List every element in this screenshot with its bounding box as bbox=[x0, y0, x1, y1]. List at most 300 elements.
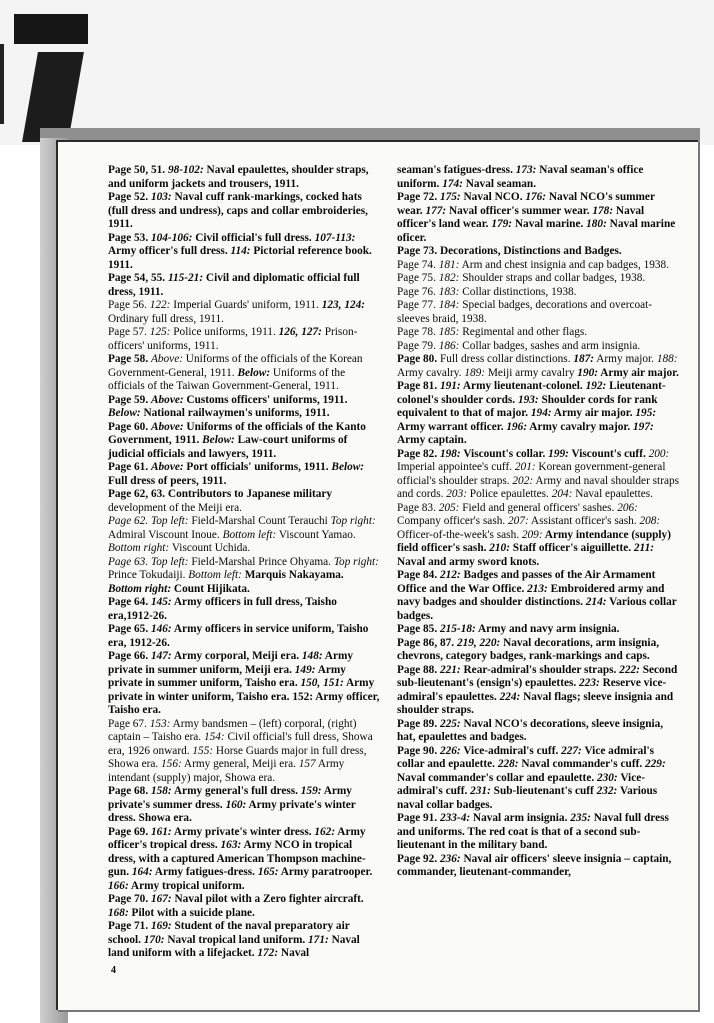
caption-segment: Page 82. bbox=[397, 447, 440, 460]
caption-segment: Prince Tokudaiji. bbox=[108, 569, 189, 581]
caption-segment: Port officials' uniforms, 1911. bbox=[183, 461, 332, 473]
caption-segment: Naval NCO's summer wear. bbox=[397, 191, 655, 217]
caption-segment: Imperial Guards' uniform, 1911. bbox=[170, 299, 322, 311]
caption-entry bbox=[108, 299, 380, 326]
caption-segment: Page 58. bbox=[108, 353, 151, 365]
caption-segment: 169: bbox=[150, 920, 172, 932]
caption-segment: 226: bbox=[439, 744, 461, 757]
caption-segment: 206: bbox=[617, 501, 638, 514]
caption-segment: Rear-admiral's shoulder straps. bbox=[460, 663, 620, 676]
caption-segment: Naval and army sword knots. bbox=[397, 555, 540, 568]
caption-segment: 212: bbox=[439, 569, 461, 581]
caption-segment: 165: bbox=[257, 866, 279, 878]
caption-entry bbox=[397, 299, 682, 326]
caption-segment: Admiral Viscount Inoue. bbox=[108, 528, 223, 541]
caption-segment: 225: bbox=[439, 717, 461, 730]
caption-segment: 182: bbox=[438, 272, 460, 284]
caption-segment: Bottom right: bbox=[108, 582, 172, 595]
caption-segment: 154: bbox=[203, 731, 225, 743]
caption-entry bbox=[397, 340, 682, 354]
caption-segment: Page 69. bbox=[108, 825, 151, 838]
caption-segment: 210: bbox=[489, 542, 510, 554]
caption-entry bbox=[108, 515, 380, 556]
caption-segment: Imperial appointee's cuff. bbox=[397, 461, 515, 473]
caption-segment: Civil official's full dress, Showa era, 1926 onward. bbox=[108, 731, 373, 757]
caption-segment: Shoulder cords for rank equivalent to that of major. bbox=[397, 393, 658, 419]
caption-segment: Army intendant (supply) major, Showa era. bbox=[108, 758, 345, 784]
caption-segment: 160: bbox=[225, 798, 247, 811]
caption-segment: Second sub-lieutenant's (ensign's) epaulettes. bbox=[397, 663, 678, 689]
caption-segment: 176: bbox=[525, 191, 547, 203]
caption-segment: Top right: bbox=[333, 555, 379, 568]
caption-segment: 193: bbox=[517, 393, 539, 406]
caption-segment: 115-21: bbox=[167, 272, 204, 284]
caption-segment: Below: bbox=[237, 366, 271, 379]
caption-segment: 122: bbox=[149, 299, 171, 311]
caption-segment: Army bandsmen – (left) corporal, (right) captain – Taisho era. bbox=[108, 717, 357, 743]
page-number: 4 bbox=[111, 965, 116, 976]
caption-segment: 197: bbox=[633, 420, 654, 433]
caption-segment: Uniforms of the officials of the Korean Government-General, 1911. bbox=[108, 353, 363, 379]
caption-segment: Viscount's cuff. bbox=[568, 447, 649, 460]
caption-segment: 183: bbox=[438, 285, 460, 298]
caption-entry bbox=[397, 286, 682, 300]
caption-entry bbox=[397, 623, 682, 637]
caption-segment: Count Hijikata. bbox=[171, 582, 250, 595]
caption-segment: 179: bbox=[491, 218, 513, 230]
caption-segment: Page 76. bbox=[397, 285, 439, 298]
caption-segment: Full dress collar distinctions. bbox=[439, 353, 574, 365]
caption-segment: 214: bbox=[585, 596, 607, 608]
caption-segment: 223: bbox=[579, 677, 600, 689]
caption-entry bbox=[108, 488, 380, 515]
caption-segment: 174: bbox=[442, 177, 463, 190]
caption-segment: 155: bbox=[192, 744, 214, 757]
caption-segment: Page 74. bbox=[397, 258, 439, 271]
caption-segment: Prison-officers' uniforms, 1911. bbox=[108, 326, 358, 352]
caption-segment: 211: bbox=[633, 542, 654, 554]
caption-segment: Army NCO in tropical dress, with a captured American Thompson machine-gun. bbox=[108, 839, 366, 878]
caption-segment: 173: bbox=[515, 164, 537, 176]
caption-segment: Page 62, 63. Contributors to Japanese military bbox=[108, 488, 333, 500]
caption-segment: Korean government-general official's shoulder straps. bbox=[397, 461, 666, 487]
caption-segment: Various naval collar badges. bbox=[397, 785, 658, 811]
caption-segment: Page 66. bbox=[108, 650, 151, 662]
caption-segment: Army private in summer uniform, Meiji era. bbox=[108, 650, 354, 676]
caption-segment: Army cavalry. bbox=[397, 366, 465, 379]
caption-segment: Army general, Meiji era. bbox=[181, 758, 299, 770]
caption-segment: Vice-admiral's cuff. bbox=[397, 771, 645, 797]
caption-segment: 186: bbox=[438, 339, 460, 352]
caption-segment: Shoulder straps and collar badges, 1938. bbox=[459, 272, 646, 284]
caption-segment: Naval seaman. bbox=[462, 177, 537, 190]
caption-segment: 236: bbox=[439, 852, 461, 865]
caption-entry bbox=[397, 853, 682, 880]
caption-segment: 187: bbox=[573, 353, 595, 365]
caption-segment: Page 57. bbox=[108, 326, 150, 338]
caption-segment: Page 68. bbox=[108, 785, 151, 797]
caption-segment: seaman's fatigues-dress. bbox=[397, 164, 516, 176]
caption-segment: Page 77. bbox=[397, 299, 439, 311]
caption-segment: Naval marine oficer. bbox=[397, 218, 676, 244]
caption-segment: Page 86, 87. bbox=[397, 636, 457, 649]
caption-segment: Naval officer's summer wear. bbox=[446, 204, 593, 217]
caption-entry bbox=[397, 812, 682, 853]
caption-segment: Page 84. bbox=[397, 569, 440, 581]
caption-segment: Bottom right: bbox=[108, 542, 170, 554]
caption-segment: Viscount Yamao. bbox=[276, 528, 356, 541]
caption-segment: Below: bbox=[202, 434, 235, 446]
caption-segment: 200: bbox=[648, 447, 670, 460]
caption-entry bbox=[108, 920, 380, 961]
caption-segment: Naval pilot with a Zero fighter aircraft. bbox=[171, 893, 364, 905]
caption-segment: Regimental and other flags. bbox=[459, 326, 588, 338]
caption-segment: Page 63. Top left: bbox=[108, 555, 189, 568]
caption-segment: Naval tropical land uniform. bbox=[164, 933, 309, 946]
caption-entry bbox=[108, 893, 380, 920]
caption-segment: development of the Meiji era. bbox=[108, 501, 242, 514]
caption-segment: Page 60. bbox=[108, 420, 151, 433]
caption-segment: Bottom left: bbox=[222, 528, 277, 541]
caption-segment: Naval seaman's office uniform. bbox=[397, 164, 644, 190]
left-column bbox=[108, 164, 380, 961]
caption-segment: Army private in winter uniform, Taisho era. 152: Army officer, Taisho era. bbox=[108, 677, 380, 716]
caption-segment: 208: bbox=[639, 515, 661, 527]
caption-segment: Naval epaulettes. bbox=[572, 488, 654, 500]
caption-segment: Top right: bbox=[330, 515, 376, 527]
caption-entry bbox=[108, 623, 380, 650]
caption-segment: Army private's winter dress. bbox=[171, 825, 315, 838]
caption-segment: Army air major. bbox=[551, 407, 636, 419]
caption-segment: Special badges, decorations and overcoat-sleeves braid, 1938. bbox=[397, 299, 653, 325]
caption-entry bbox=[397, 191, 682, 245]
caption-segment: Army warrant officer. bbox=[397, 420, 507, 433]
caption-segment: Army private in summer uniform, Taisho era. bbox=[108, 663, 346, 689]
caption-segment: 161: bbox=[150, 825, 172, 838]
caption-segment: Page 83. bbox=[397, 501, 439, 514]
caption-segment: 159: bbox=[300, 785, 322, 797]
caption-segment: Viscount Uchida. bbox=[169, 542, 251, 554]
caption-segment: 167: bbox=[150, 893, 172, 905]
caption-segment: Bottom left: bbox=[188, 569, 242, 581]
caption-segment: 184: bbox=[438, 299, 460, 311]
caption-segment: Page 89. bbox=[397, 717, 440, 730]
scan-edge-mark bbox=[0, 44, 4, 124]
caption-entry bbox=[108, 326, 380, 353]
caption-segment: 235: bbox=[570, 812, 591, 824]
caption-segment: 149: bbox=[294, 663, 316, 676]
caption-segment: Naval officer's land wear. bbox=[397, 204, 645, 230]
caption-segment: 178: bbox=[592, 204, 614, 217]
caption-entry bbox=[108, 191, 380, 232]
caption-segment: 125: bbox=[149, 326, 171, 338]
caption-segment: Below: bbox=[108, 407, 141, 419]
caption-segment: Page 91. bbox=[397, 812, 440, 824]
caption-segment: 104-106: bbox=[150, 231, 193, 244]
caption-entry bbox=[108, 272, 380, 299]
caption-segment: 199: bbox=[548, 447, 569, 460]
caption-segment: 231: bbox=[470, 785, 491, 797]
caption-segment: 204: bbox=[551, 488, 573, 500]
caption-segment: Army officers in full dress, Taisho era,1912-26. bbox=[108, 596, 337, 622]
caption-segment: Below: bbox=[331, 461, 365, 473]
caption-segment: Page 52. bbox=[108, 191, 151, 203]
caption-segment: Arm and chest insignia and cap badges, 1938. bbox=[459, 258, 670, 271]
caption-segment: Naval marine. bbox=[512, 218, 587, 230]
caption-entry bbox=[108, 650, 380, 718]
caption-segment: Page 65. bbox=[108, 623, 151, 635]
caption-segment: Page 72. bbox=[397, 191, 440, 203]
caption-entry bbox=[108, 353, 380, 394]
caption-segment: Page 78. bbox=[397, 326, 439, 338]
caption-entry bbox=[108, 461, 380, 488]
caption-segment: 188: bbox=[656, 353, 678, 365]
caption-segment: Page 67. bbox=[108, 717, 150, 730]
caption-segment: 162: bbox=[314, 825, 336, 838]
caption-entry bbox=[397, 448, 682, 502]
caption-segment: Badges and passes of the Air Armament Office and the War Office. bbox=[397, 569, 656, 595]
caption-segment: 209: bbox=[521, 528, 543, 541]
caption-segment: 222: bbox=[619, 663, 640, 676]
caption-segment: Embroidered army and navy badges and shoulder distinctions. bbox=[397, 582, 665, 608]
caption-segment: 221: bbox=[439, 663, 461, 676]
caption-segment: 194: bbox=[530, 407, 552, 419]
caption-segment: Page 92. bbox=[397, 852, 440, 865]
caption-segment: Collar badges, sashes and arm insignia. bbox=[459, 339, 641, 352]
caption-segment: Reserve vice-admiral's epaulettes. bbox=[397, 677, 667, 703]
caption-segment: Army paratrooper. bbox=[278, 866, 373, 878]
caption-segment: 191: bbox=[439, 380, 461, 392]
caption-segment: Pilot with a suicide plane. bbox=[128, 906, 255, 919]
caption-segment: 171: bbox=[308, 933, 329, 946]
caption-segment: Student of the naval preparatory air school. bbox=[108, 920, 350, 946]
caption-segment: Uniforms of the officials of the Taiwan Government-General, 1911. bbox=[108, 366, 346, 392]
caption-segment: Collar distinctions, 1938. bbox=[459, 285, 577, 298]
caption-segment: Page 81. bbox=[397, 380, 440, 392]
caption-segment: Horse Guards major in full dress, Showa era. bbox=[108, 744, 367, 770]
caption-segment: Naval decorations, arm insignia, chevrons, category badges, rank-markings and caps. bbox=[397, 636, 660, 662]
caption-segment: Police epaulettes. bbox=[466, 488, 552, 500]
caption-segment: Sub-lieutenant's cuff bbox=[490, 785, 597, 797]
caption-segment: Uniforms of the officials of the Kanto Government, 1911. bbox=[108, 420, 366, 446]
caption-segment: Police uniforms, 1911. bbox=[170, 326, 279, 338]
caption-segment: 163: bbox=[220, 839, 242, 851]
caption-segment: Law-court uniforms of judicial officials and lawyers, 1911. bbox=[108, 434, 348, 460]
caption-segment: Naval cuff rank-markings, cocked hats (full dress and undress), caps and collar embroideries, 1911. bbox=[108, 191, 368, 230]
caption-segment: 156: bbox=[161, 758, 182, 770]
caption-segment: Page 53. bbox=[108, 231, 151, 244]
caption-segment: 166: bbox=[108, 879, 129, 892]
caption-segment: Page 62. Top left: bbox=[108, 515, 189, 527]
caption-entry bbox=[397, 502, 682, 570]
caption-segment: 175: bbox=[439, 191, 461, 203]
caption-segment: Page 54, 55. bbox=[108, 272, 168, 284]
caption-entry bbox=[397, 353, 682, 380]
caption-segment: 123, 124: bbox=[321, 299, 366, 311]
caption-segment: Naval commander's cuff. bbox=[518, 758, 645, 770]
caption-segment: Naval NCO. bbox=[460, 191, 526, 203]
caption-segment: 196: bbox=[506, 420, 528, 433]
caption-segment: Army officers in service uniform, Taisho era, 1912-26. bbox=[108, 623, 369, 649]
caption-segment: Army tropical uniform. bbox=[128, 879, 245, 892]
caption-segment: Naval NCO's decorations, sleeve insignia, hat, epaulettes and badges. bbox=[397, 717, 664, 743]
caption-segment: Various collar badges. bbox=[397, 596, 677, 622]
caption-entry bbox=[108, 421, 380, 462]
caption-segment: Pictorial reference book. 1911. bbox=[108, 245, 372, 271]
caption-entry bbox=[397, 637, 682, 664]
caption-segment: Army officer's tropical dress. bbox=[108, 825, 366, 851]
caption-segment: Naval bbox=[278, 947, 310, 959]
caption-segment: Page 59. bbox=[108, 393, 151, 406]
caption-segment: Civil and diplomatic official full dress, 1911. bbox=[108, 272, 360, 298]
caption-segment: 150, 151: bbox=[300, 677, 344, 689]
caption-entry bbox=[108, 164, 380, 191]
caption-segment: Page 80. bbox=[397, 353, 440, 365]
caption-segment: 213: bbox=[527, 582, 548, 595]
caption-entry bbox=[397, 380, 682, 448]
caption-segment: Field-Marshal Count Terauchi bbox=[188, 515, 331, 527]
caption-segment: 232: bbox=[596, 785, 618, 797]
caption-segment: Page 61. bbox=[108, 461, 151, 473]
caption-segment: Meiji army cavalry bbox=[485, 366, 578, 379]
caption-segment: Page 90. bbox=[397, 744, 440, 757]
caption-segment: 147: bbox=[150, 650, 172, 662]
caption-segment: Army intendance (supply) field officer's sash. bbox=[397, 528, 671, 554]
caption-segment: Page 56. bbox=[108, 299, 150, 311]
caption-segment: Army captain. bbox=[397, 434, 467, 446]
caption-segment: Page 88. bbox=[397, 663, 440, 676]
caption-segment: 157 bbox=[298, 758, 316, 770]
caption-segment: Army general's full dress. bbox=[171, 785, 301, 797]
caption-entry bbox=[397, 664, 682, 718]
caption-segment: 205: bbox=[438, 501, 460, 514]
caption-entry bbox=[397, 164, 682, 191]
caption-entry bbox=[397, 245, 682, 259]
caption-segment: 185: bbox=[438, 326, 460, 338]
caption-segment: 168: bbox=[108, 906, 129, 919]
caption-segment: Ordinary full dress, 1911. bbox=[108, 312, 224, 325]
book-page bbox=[56, 140, 698, 1010]
caption-segment: Page 70. bbox=[108, 893, 151, 905]
caption-segment: 189: bbox=[464, 366, 486, 379]
caption-segment: Above: bbox=[150, 420, 184, 433]
caption-segment: Naval flags; sleeve insignia and shoulder straps. bbox=[397, 690, 674, 716]
caption-segment: Above: bbox=[150, 353, 183, 365]
caption-segment: Page 64. bbox=[108, 596, 151, 608]
caption-segment: 145: bbox=[150, 596, 172, 608]
caption-segment: Customs officers' uniforms, 1911. bbox=[183, 393, 348, 406]
right-column bbox=[397, 164, 682, 880]
caption-segment: 229: bbox=[645, 758, 666, 770]
caption-segment: 215-18: bbox=[439, 623, 476, 635]
caption-entry bbox=[108, 232, 380, 273]
caption-segment: 170: bbox=[143, 933, 165, 946]
caption-entry bbox=[397, 259, 682, 273]
caption-segment: Naval epaulettes, shoulder straps, and uniform jackets and trousers, 1911. bbox=[108, 164, 369, 190]
caption-segment: Viscount's collar. bbox=[460, 447, 549, 460]
caption-segment: Army air major. bbox=[598, 366, 679, 379]
caption-segment: 192: bbox=[585, 380, 607, 392]
caption-segment: Above: bbox=[150, 393, 184, 406]
redaction-bar bbox=[14, 14, 88, 44]
caption-segment: Army corporal, Meiji era. bbox=[171, 650, 302, 662]
caption-segment: 233-4: bbox=[439, 812, 471, 824]
caption-segment: Above: bbox=[150, 461, 184, 473]
caption-segment: 190: bbox=[577, 366, 599, 379]
caption-entry bbox=[108, 718, 380, 786]
caption-segment: Army lieutenant-colonel. bbox=[460, 380, 586, 392]
caption-segment: 153: bbox=[149, 717, 171, 730]
caption-segment: 180: bbox=[586, 218, 607, 230]
caption-segment: Page 50, 51. bbox=[108, 164, 168, 176]
caption-segment: 207: bbox=[508, 515, 529, 527]
caption-segment: Naval land uniform with a lifejacket. bbox=[108, 933, 360, 959]
caption-segment: Army and navy arm insignia. bbox=[475, 623, 620, 635]
caption-segment: Officer-of-the-week's sash. bbox=[397, 528, 522, 541]
caption-segment: 201: bbox=[514, 461, 536, 473]
caption-segment: Army private's winter dress. Showa era. bbox=[108, 798, 356, 824]
caption-segment: 158: bbox=[150, 785, 172, 797]
caption-segment: 203: bbox=[446, 488, 467, 500]
caption-segment: 146: bbox=[150, 623, 172, 635]
caption-segment: Company officer's sash. bbox=[397, 515, 509, 527]
caption-segment: 230: bbox=[596, 771, 618, 784]
caption-segment: Assistant officer's sash. bbox=[528, 515, 640, 527]
caption-segment: Page 85. bbox=[397, 623, 440, 635]
caption-entry bbox=[108, 785, 380, 826]
caption-entry bbox=[108, 596, 380, 623]
caption-segment: Civil official's full dress. bbox=[192, 231, 315, 244]
caption-entry bbox=[108, 394, 380, 421]
caption-segment: Page 79. bbox=[397, 339, 439, 352]
caption-segment: Page 75. bbox=[397, 272, 439, 284]
caption-segment: Lieutenant-colonel's shoulder cords. bbox=[397, 380, 666, 406]
caption-segment: National railwaymen's uniforms, 1911. bbox=[140, 407, 330, 419]
caption-segment: Army fatigues-dress. bbox=[152, 866, 258, 878]
caption-entry bbox=[108, 556, 380, 597]
caption-segment: Naval arm insignia. bbox=[470, 812, 571, 824]
caption-segment: Marquis Nakayama. bbox=[241, 569, 344, 581]
caption-segment: Page 71. bbox=[108, 920, 151, 932]
caption-entry bbox=[108, 826, 380, 894]
caption-segment: Staff officer's aiguillette. bbox=[509, 542, 634, 554]
caption-segment: Army officer's full dress. bbox=[108, 245, 231, 257]
caption-entry bbox=[397, 272, 682, 286]
caption-segment: 227: bbox=[561, 744, 582, 757]
caption-segment: 219, 220: bbox=[456, 636, 501, 649]
caption-segment: Vice-admiral's cuff. bbox=[460, 744, 562, 757]
caption-segment: Full dress of peers, 1911. bbox=[108, 474, 227, 487]
caption-segment: 228: bbox=[497, 758, 519, 770]
caption-segment: 172: bbox=[257, 947, 279, 959]
caption-segment: Naval commander's collar and epaulette. bbox=[397, 771, 597, 784]
scan-background bbox=[0, 0, 714, 145]
caption-segment: 181: bbox=[438, 258, 460, 271]
caption-segment: 202: bbox=[512, 474, 534, 487]
caption-segment: Vice admiral's collar and epaulette. bbox=[397, 744, 654, 770]
caption-segment: Army major. bbox=[594, 353, 657, 365]
caption-entry bbox=[397, 326, 682, 340]
caption-segment: 164: bbox=[131, 866, 153, 878]
caption-segment: Army and naval shoulder straps and cords. bbox=[397, 474, 680, 500]
caption-segment: Field-Marshal Prince Ohyama. bbox=[188, 555, 334, 568]
caption-entry bbox=[397, 569, 682, 623]
caption-segment: Army private's summer dress. bbox=[108, 785, 352, 811]
caption-segment: Naval air officers' sleeve insignia – captain, commander, lieutenant-commander, bbox=[397, 852, 672, 878]
caption-segment: Army cavalry major. bbox=[527, 420, 634, 433]
caption-segment: 98-102: bbox=[167, 164, 204, 176]
caption-segment: Field and general officers' sashes. bbox=[459, 501, 618, 514]
